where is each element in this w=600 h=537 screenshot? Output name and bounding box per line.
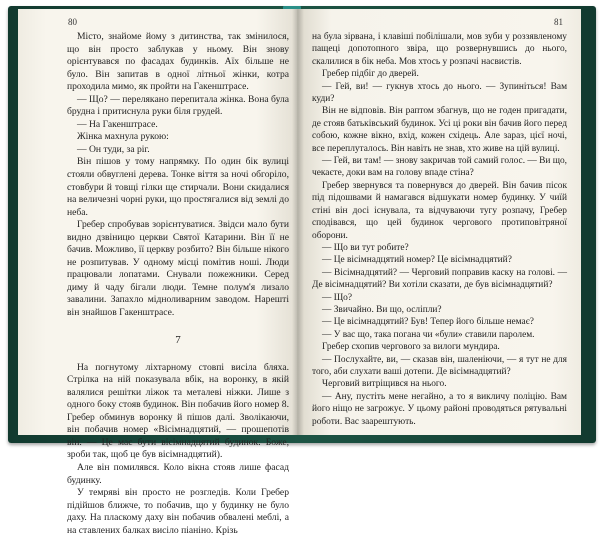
paragraph: — Вісімнадцятий? — Черговий поправив каску на голові. — Де вісімнадцятий? Ви хотіли сказати, де був вісімнадцятий? [312, 267, 567, 291]
paragraph: Але він помилявся. Коло вікна стояв лише фасад будинку. [67, 461, 289, 486]
paragraph: — Послухайте, ви, — сказав він, шаленіючи, — я тут не для того, аби слухати ваші дотепи. Де вісімнадцятий? [312, 354, 567, 377]
paragraph: — У вас що, така погана чи «були» ставили паролем. [322, 329, 535, 340]
paragraph: — Що ви тут робите? [322, 242, 409, 253]
paragraph: — На Гакенштрасе. [77, 118, 158, 130]
paragraph: Гребер підбіг до дверей. [322, 69, 419, 80]
paragraph: Черговий витріщився на нього. [322, 379, 447, 390]
paragraph: На погнутому ліхтарному стовпі висіла бляха. Стрілка на ній показувала вбік, на воронку, в якій валялися решітки ліжок та металеві ніжки. Лише з одного боку стояв будинок. Він побачив його номер 8. Гребер обминув воронку й пішов далі. Зволікаючи, він побачив номер «Вісімнадцятий, — прошепотів він. — Це має бути вісімнадцятий будинок. Боже, зроби так, щоб це був вісімнадцятий). [67, 361, 289, 461]
right-page-text [312, 31, 567, 428]
paragraph: — Ану, пустіть мене негайно, а то я викличу поліцію. Вам його ніщо не загрожує. У цьому районі проводяться рятувальні роботи. Вас заарештують. [312, 391, 567, 427]
paragraph: — Гей, ви! — гукнув хтось до нього. — Зупиніться! Вам куди? [312, 81, 567, 105]
paragraph: Він не відповів. Він раптом збагнув, що не годен пригадати, де стояв батьківський будинок. Усі ці роки він бачив його перед собою, кожне вікно, вхід, кожен східець. Але зараз, цієї ночі, все переплуталось. Він навіть не знав, хто живе на цій вулиці. [312, 106, 567, 154]
paragraph: — Що? — перелякано перепитала жінка. Вона була брудна і притиснула руки біля грудей. [67, 93, 289, 118]
book-gutter [292, 9, 304, 435]
chapter-heading: 7 [175, 333, 181, 346]
paragraph: У темряві він просто не розгледів. Коли Гребер підійшов ближче, то побачив, що у будинку не було даху. На пласкому даху він побачив обвалені меблі, а на ставлених балках висіло піаніно. Крізь [67, 487, 289, 536]
page-number-right: 81 [554, 17, 563, 27]
paragraph: Гребер спробував зорієнтуватися. Звідси мало бути видно дзвіницю церкви Святої Катарини. Він її не бачив. Можливо, її церкву розбито? Він більше нікого не розпитував. У одному місці помітив ноші. Люди працювали лопатами. Снували пожежники. Серед диму й чаду бігали люди. Темне полум'я лизало завалини. Запахло мідноливарним заводом. Нарешті він знайшов Гакенштрасе. [67, 219, 289, 319]
paragraph: — Гей, ви там! — знову закричав той самий голос. — Ви що, чекаєте, доки вам на голову впаде стіна? [312, 156, 567, 179]
right-page [297, 9, 581, 435]
paragraph: Гребер звернувся та повернувся до дверей. Він бачив пісок під підошвами й намагався відшукати номер будинку. У чиїй стіні він досі існувала, та відчуваючи тугу розпачу, Гребер сподівався, що цей будинок чергового протиповітряної оборони. [312, 180, 567, 241]
paragraph: Гребер схопив чергового за вилоги мундира. [322, 342, 500, 353]
paragraph: — Це вісімнадцятий номер? Це вісімнадцятий? [322, 255, 512, 266]
paragraph: Він пішов у тому напрямку. По один бік вулиці стояли обвуглені дерева. Тонке віття за ночі обгоріло, стовбури й товщі гілки ще стирчали. Вони скидалися на величезні чорні руки, що простягалися від землі до неба. [67, 156, 289, 218]
open-book [8, 6, 596, 536]
paragraph: Місто, знайоме йому з дитинства, так змінилося, що він просто заблукав у ньому. Він знову орієнтувався по фасадах будинків. Аїх більше не було. Він запитав в одної літньої жінки, котра проходила мимо, як пройти на Гакенштрасе. [67, 31, 289, 93]
left-page-text [67, 31, 289, 537]
left-page [18, 9, 299, 536]
paragraph: Жінка махнула рукою: [77, 131, 169, 143]
paragraph: — Звичайно. Ви що, осліпли? [322, 304, 442, 315]
paragraph: — Що? [322, 292, 353, 303]
paragraph: — Он туди, за ріг. [77, 143, 150, 155]
page-number-left: 80 [68, 17, 77, 27]
paragraph: — Це вісімнадцятий? Був! Тепер його більше немає? [322, 317, 534, 328]
paragraph: на була зірвана, і клавіші побілішали, мов зуби у роззявленому пащеці допотопного звіра, що розвернувшись до нього, скалилися в бік неба. Мов хтось у розпачі насвистів. [312, 32, 567, 67]
